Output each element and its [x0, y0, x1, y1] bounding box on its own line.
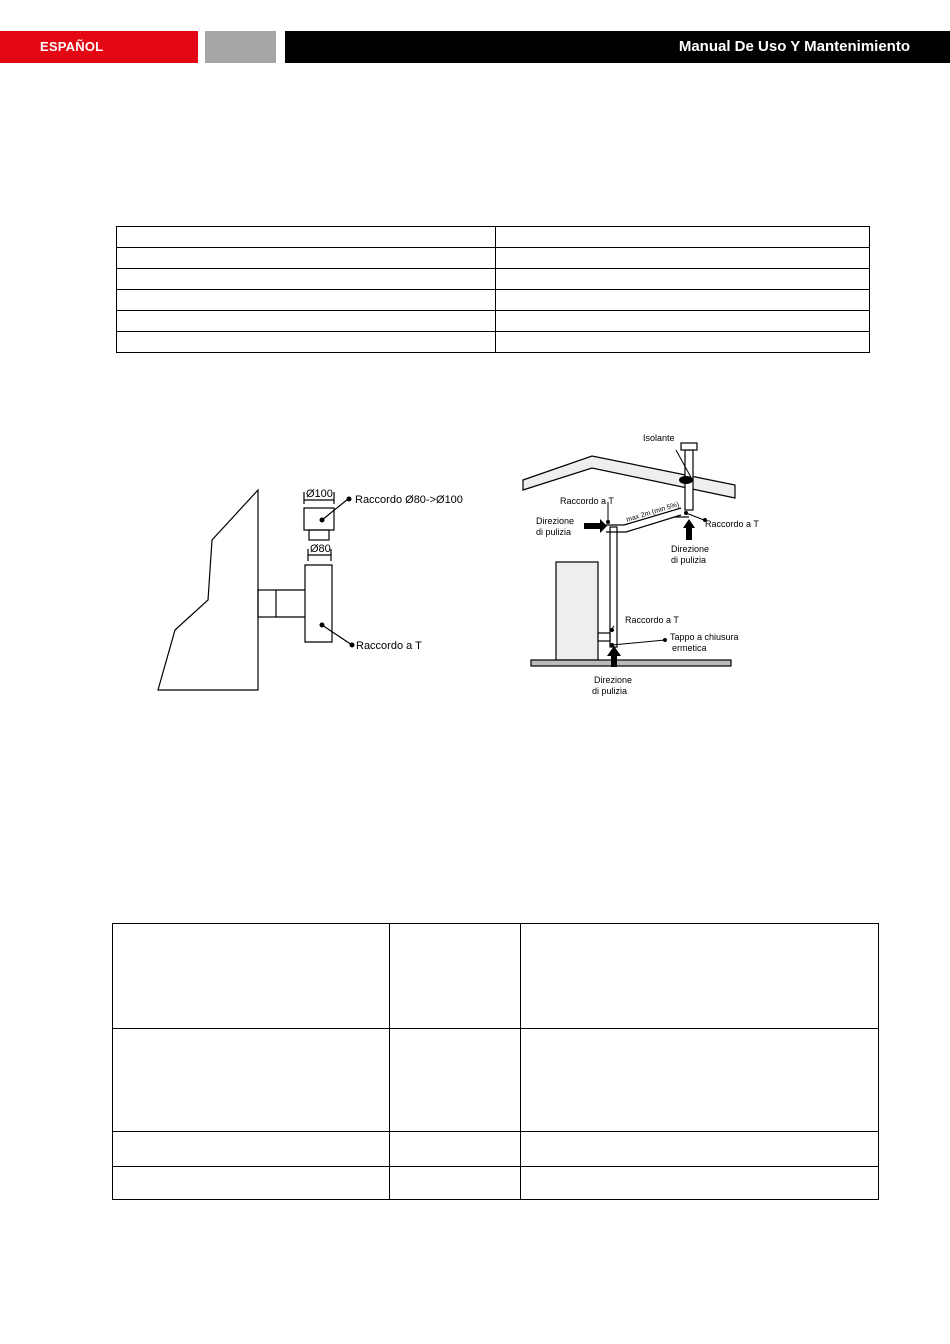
language-tab [0, 31, 198, 63]
label-slope: max 2m (min 5%) [625, 501, 681, 524]
wall-outline [158, 490, 258, 690]
maintenance-table [112, 923, 879, 1200]
table-row [117, 227, 870, 248]
table-row [113, 1029, 879, 1132]
label-tee-left: Raccordo a T [560, 496, 614, 506]
label-direction-top-line2: di pulizia [671, 555, 707, 565]
specs-table [116, 226, 870, 353]
table-row [113, 1132, 879, 1167]
label-direction-left-line2: di pulizia [536, 527, 572, 537]
table-row [113, 1167, 879, 1200]
header-spacer [205, 31, 276, 63]
header-bar [285, 31, 950, 63]
table-cell [117, 332, 496, 353]
table-cell [496, 290, 870, 311]
label-insulation: Isolante [643, 433, 675, 443]
chimney-installation-diagram [520, 425, 765, 700]
table-cell [113, 1029, 390, 1132]
table-cell [117, 227, 496, 248]
table-row [117, 332, 870, 353]
table-cell [496, 269, 870, 290]
table-row [113, 924, 879, 1029]
table-cell [117, 290, 496, 311]
table-cell [521, 1132, 879, 1167]
label-direction-bottom-line2: di pulizia [592, 686, 628, 696]
label-direction-left-line1: Direzione [536, 516, 575, 526]
table-cell [521, 1029, 879, 1132]
table-cell [390, 924, 521, 1029]
table-cell [117, 248, 496, 269]
table-cell [113, 1132, 390, 1167]
arrow-up-icon [683, 519, 695, 540]
label-tee: Raccordo a T [356, 640, 422, 652]
floor [531, 660, 731, 666]
table-cell [496, 248, 870, 269]
table-row [117, 311, 870, 332]
table-row [117, 248, 870, 269]
table-cell [496, 227, 870, 248]
table-cell [496, 332, 870, 353]
document-title: Manual De Uso Y Mantenimiento [678, 38, 910, 55]
table-cell [390, 1132, 521, 1167]
label-tee-bottom: Raccordo a T [625, 615, 679, 625]
table-cell [117, 311, 496, 332]
language-label: ESPAÑOL [40, 39, 104, 54]
table-cell [390, 1029, 521, 1132]
arrow-left-icon [584, 519, 607, 533]
table-cell [390, 1167, 521, 1200]
label-reducer: Raccordo Ø80->Ø100 [355, 494, 463, 506]
table-cell [496, 311, 870, 332]
insulation [679, 476, 693, 484]
stove [556, 562, 598, 660]
reducer-fitting [304, 508, 334, 530]
table-cell [521, 1167, 879, 1200]
label-d80: Ø80 [310, 543, 331, 555]
label-d100: Ø100 [306, 488, 333, 500]
table-row [117, 269, 870, 290]
label-direction-bottom-line1: Direzione [594, 675, 633, 685]
table-cell [521, 924, 879, 1029]
table-cell [117, 269, 496, 290]
table-cell [113, 924, 390, 1029]
table-cell [113, 1167, 390, 1200]
label-tee-right: Raccordo a T [705, 519, 759, 529]
label-direction-top-line1: Direzione [671, 544, 710, 554]
table-row [117, 290, 870, 311]
tee-fitting [305, 565, 332, 642]
label-cap-line1: Tappo a chiusura [670, 632, 739, 642]
label-cap-line2: ermetica [672, 643, 707, 653]
roof [523, 456, 735, 498]
reducer-tee-diagram [150, 480, 480, 695]
